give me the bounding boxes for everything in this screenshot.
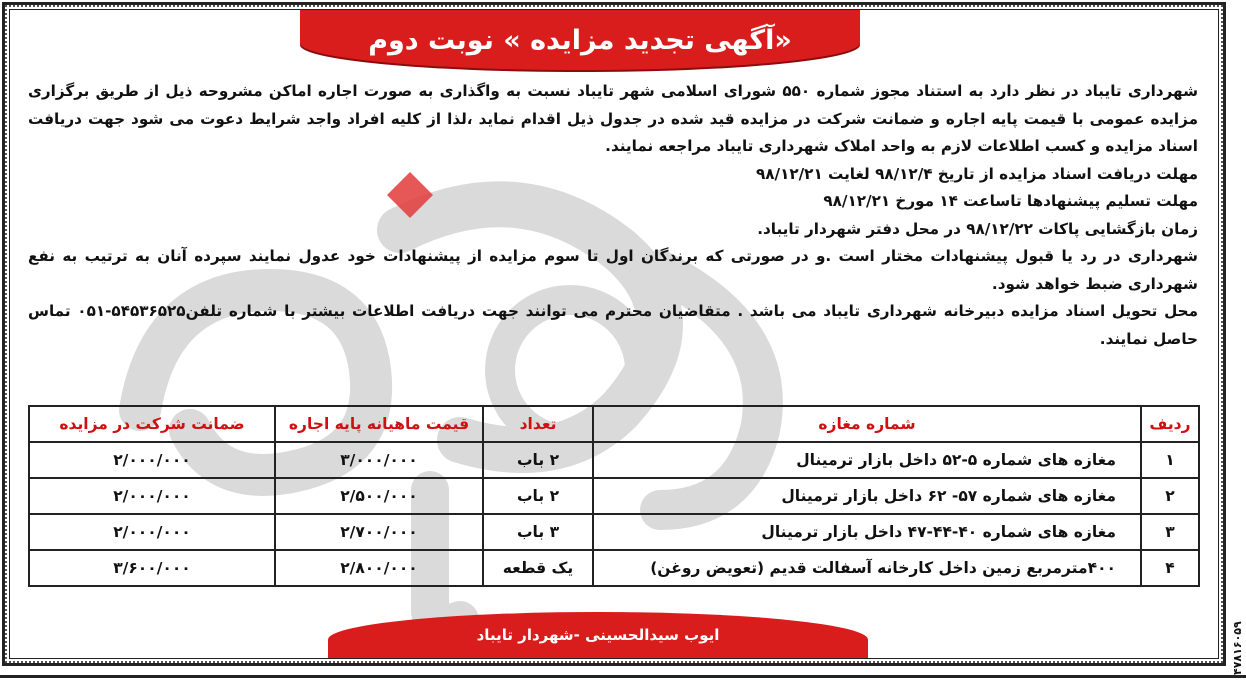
shop-count: یک قطعه (483, 550, 593, 586)
row-number: ۱ (1141, 442, 1199, 478)
base-rent: ۲/۵۰۰/۰۰۰ (275, 478, 483, 514)
shop-description: مغازه های شماره ۵۷- ۶۲ داخل بازار ترمینال (593, 478, 1141, 514)
header-guarantee: ضمانت شرکت در مزایده (29, 406, 275, 442)
guarantee-amount: ۲/۰۰۰/۰۰۰ (29, 442, 275, 478)
guarantee-amount: ۲/۰۰۰/۰۰۰ (29, 478, 275, 514)
shop-description: مغازه های شماره ۴۰-۴۴-۴۷ داخل بازار ترمینال (593, 514, 1141, 550)
guarantee-amount: ۳/۶۰۰/۰۰۰ (29, 550, 275, 586)
rejection-clause: شهرداری در رد یا قبول پیشنهادات مختار است .و در صورتی که برندگان اول تا سوم مزایده از پیشنهادات خود عدول نمایند سپرده آنان به ترتیب به نفع شهرداری ضبط خواهد شود. (28, 247, 1198, 293)
shop-count: ۲ باب (483, 478, 593, 514)
proposal-deadline: مهلت تسلیم پیشنهادها تاساعت ۱۴ مورخ ۹۸/۱۲/۲۱ (823, 192, 1198, 210)
opening-time: زمان بازگشایی پاکات ۹۸/۱۲/۲۲ در محل دفتر شهردار تایباد. (757, 219, 1198, 238)
shop-description: ۴۰۰مترمربع زمین داخل کارخانه آسفالت قدیم (تعویض روغن) (593, 550, 1141, 586)
page-title: «آگهی تجدید مزایده » نوبت دوم (368, 24, 792, 56)
base-rent: ۳/۰۰۰/۰۰۰ (275, 442, 483, 478)
shop-count: ۳ باب (483, 514, 593, 550)
table-row (29, 514, 1199, 550)
row-number: ۳ (1141, 514, 1199, 550)
header-row-number: ردیف (1141, 406, 1199, 442)
table-row (29, 478, 1199, 514)
table-header-row (29, 406, 1199, 442)
footer-banner (328, 612, 868, 658)
bottom-rule (0, 675, 1246, 678)
table-row (29, 550, 1199, 586)
side-reference-code: ۴۷۸۱۶۰۵۹ (1231, 621, 1244, 675)
header-base-rent: قیمت ماهیانه پایه اجاره (275, 406, 483, 442)
shop-count: ۲ باب (483, 442, 593, 478)
title-banner (300, 10, 860, 70)
auction-table (28, 405, 1200, 587)
header-count: تعداد (483, 406, 593, 442)
base-rent: ۲/۷۰۰/۰۰۰ (275, 514, 483, 550)
base-rent: ۲/۸۰۰/۰۰۰ (275, 550, 483, 586)
row-number: ۴ (1141, 550, 1199, 586)
row-number: ۲ (1141, 478, 1199, 514)
header-shop-number: شماره مغازه (593, 406, 1141, 442)
guarantee-amount: ۲/۰۰۰/۰۰۰ (29, 514, 275, 550)
intro-paragraph: شهرداری تایباد در نظر دارد به استناد مجوز شماره ۵۵۰ شورای اسلامی شهر تایباد نسبت به واگذاری به صورت اجاره اماکن مشروحه ذیل از طریق برگزاری مزایده عمومی با قیمت پایه اجاره و ضمانت شرکت در مزایده قید شده در جدول ذیل اقدام نماید ،لذا از کلیه افراد واجد شرایط دعوت می شود جهت دریافت اسناد مزایده و کسب اطلاعات لازم به واحد املاک شهرداری تایباد مراجعه نمایند. (28, 82, 1199, 155)
contact-info: محل تحویل اسناد مزایده دبیرخانه شهرداری تایباد می باشد . متقاضیان محترم می توانند جهت دریافت اطلاعات بیشتر با شماره تلفن۵۴۵۳۶۵۲۵-۰۵۱ تماس حاصل نمایند. (28, 302, 1198, 348)
table-row (29, 442, 1199, 478)
documents-deadline: مهلت دریافت اسناد مزایده از تاریخ ۹۸/۱۲/۴ لغایت ۹۸/۱۲/۲۱ (756, 164, 1198, 183)
announcement-body (28, 78, 1198, 353)
shop-description: مغازه های شماره ۵-۵۲ داخل بازار ترمینال (593, 442, 1141, 478)
mayor-signature: ایوب سیدالحسینی -شهردار تایباد (476, 626, 720, 644)
